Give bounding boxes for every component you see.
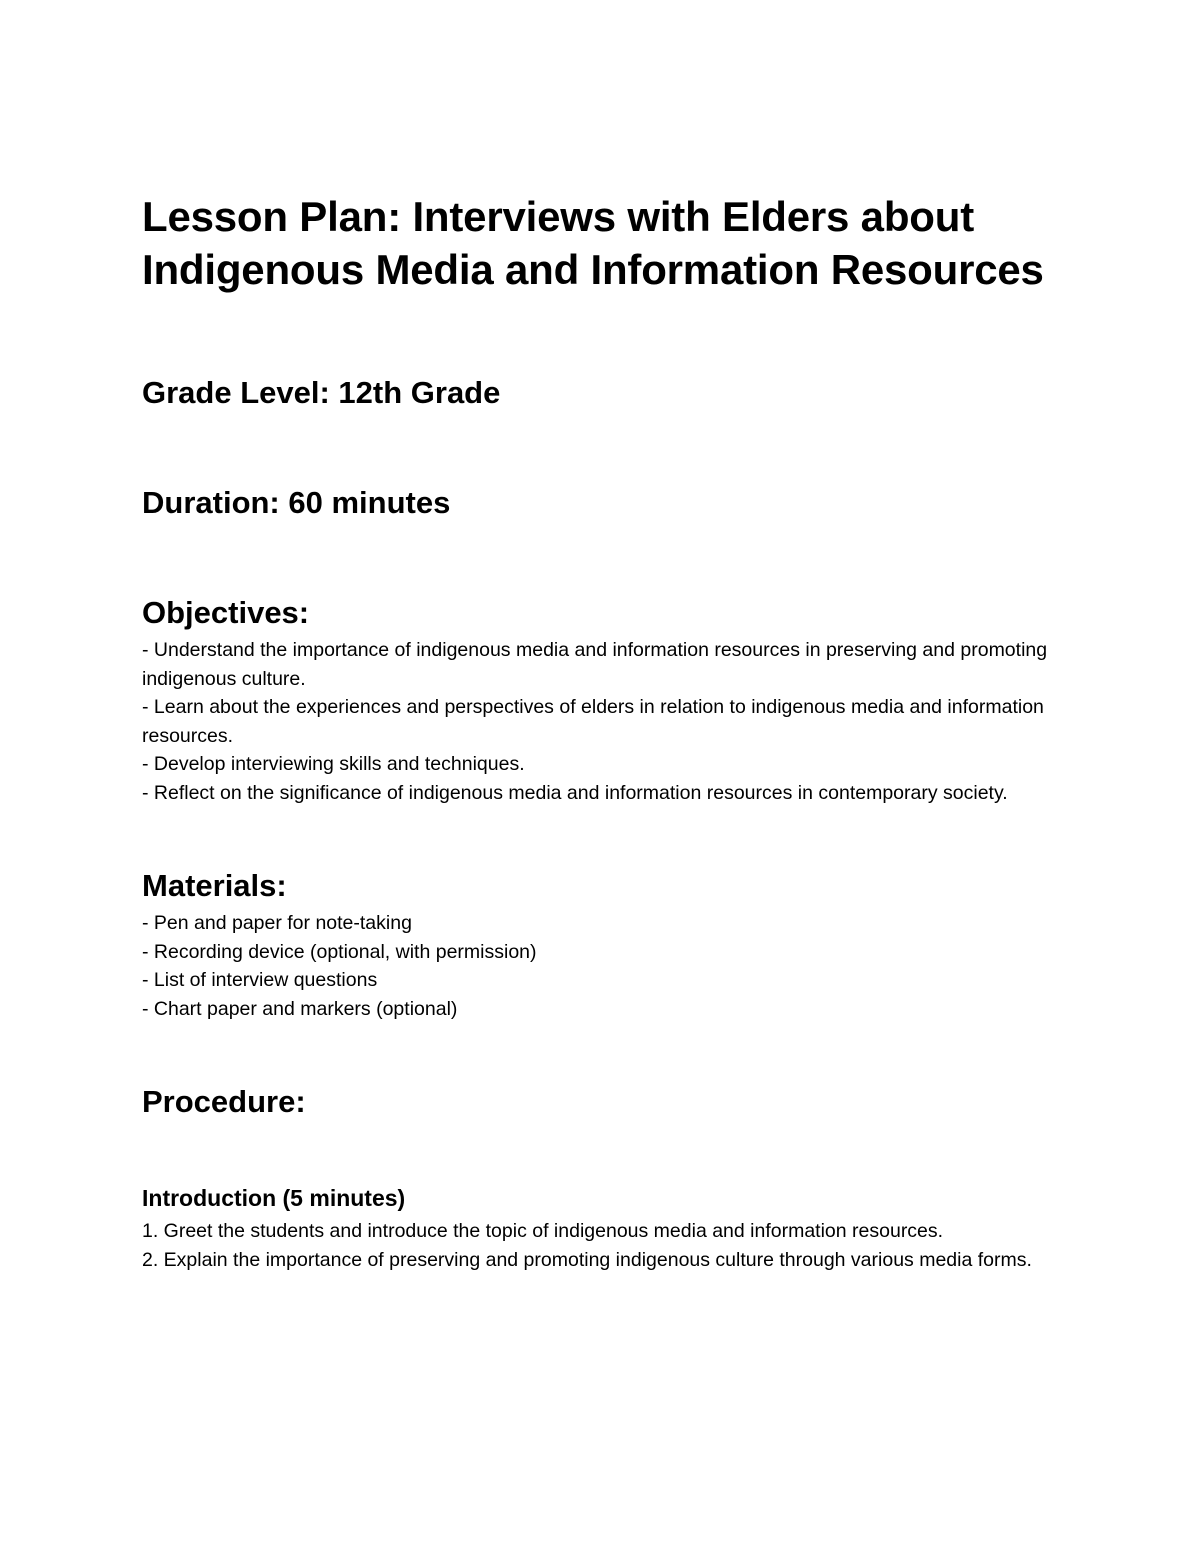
- document-title: Lesson Plan: Interviews with Elders about Indigenous Media and Information Resources: [142, 193, 1044, 293]
- objectives-section: [142, 594, 1072, 807]
- list-item: - Understand the importance of indigenous media and information resources in preserving and promoting indigenous culture.: [142, 639, 1048, 690]
- duration: Duration: 60 minutes: [142, 485, 451, 520]
- objectives-heading: Objectives:: [142, 595, 310, 630]
- materials-section: [142, 867, 1072, 1023]
- document-page: [142, 190, 1072, 1274]
- list-item: 1. Greet the students and introduce the topic of indigenous media and information resources.: [142, 1220, 944, 1242]
- list-item: - Chart paper and markers (optional): [142, 997, 458, 1020]
- list-item: - Recording device (optional, with permission): [142, 940, 537, 963]
- procedure-section: [142, 1083, 1072, 1274]
- list-item: - List of interview questions: [142, 969, 378, 991]
- materials-heading: Materials:: [142, 868, 287, 903]
- procedure-heading: Procedure:: [142, 1084, 306, 1119]
- objectives-list: [142, 636, 1072, 807]
- list-item: - Pen and paper for note-taking: [142, 912, 412, 934]
- list-item: - Develop interviewing skills and techniques.: [142, 753, 525, 775]
- list-item: 2. Explain the importance of preserving and promoting indigenous culture through various media forms.: [142, 1248, 1032, 1271]
- introduction-steps: [142, 1217, 1072, 1274]
- materials-list: [142, 909, 1072, 1023]
- introduction-heading: Introduction (5 minutes): [142, 1185, 406, 1211]
- list-item: - Learn about the experiences and perspectives of elders in relation to indigenous media and information resources.: [142, 696, 1044, 747]
- list-item: - Reflect on the significance of indigenous media and information resources in contemporary society.: [142, 781, 1008, 804]
- grade-level: Grade Level: 12th Grade: [142, 375, 501, 410]
